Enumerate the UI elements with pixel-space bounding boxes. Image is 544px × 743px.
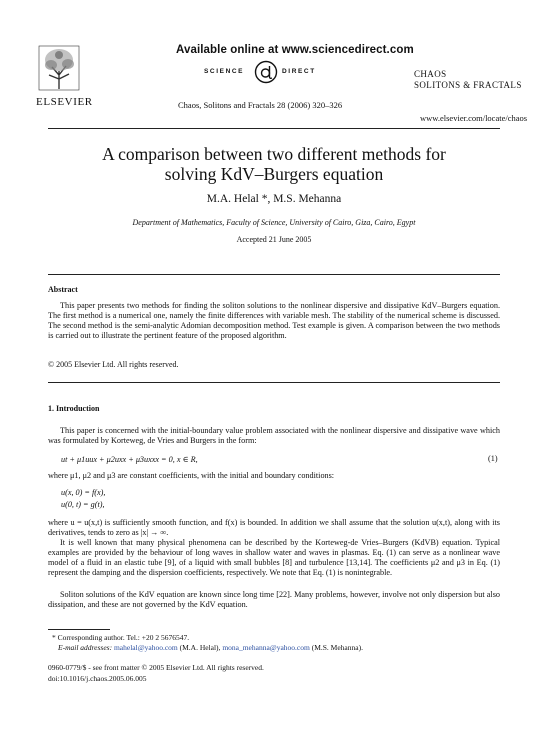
abstract-top-rule	[48, 274, 500, 275]
journal-reference: Chaos, Solitons and Fractals 28 (2006) 320–326	[178, 100, 343, 110]
footnote-rule	[48, 629, 110, 630]
intro-paragraph-3: where u = u(x,t) is sufficiently smooth function, and f(x) is bounded. In addition we shall assume that the solution u(x,t), along with its derivatives, tends to zero as |x| → ∞.	[48, 518, 500, 537]
email-1-name: (M.A. Helal),	[179, 643, 221, 652]
header-rule	[48, 128, 500, 129]
accepted-date: Accepted 21 June 2005	[236, 235, 312, 244]
affiliation: Department of Mathematics, Faculty of Science, University of Cairo, Giza, Cairo, Egypt	[132, 218, 416, 227]
email-link-1[interactable]: mahelal@yahoo.com	[113, 643, 178, 652]
title-line2: solving KdV–Burgers equation	[164, 164, 384, 184]
paper-title	[48, 144, 500, 184]
journal-logo-line2: SOLITONS & FRACTALS	[414, 80, 522, 90]
email-2-name: (M.S. Mehanna).	[311, 643, 363, 652]
publisher-name: ELSEVIER	[36, 96, 93, 108]
abstract-copyright: © 2005 Elsevier Ltd. All rights reserved.	[48, 360, 179, 369]
email-link-2[interactable]: mona_mehanna@yahoo.com	[222, 643, 310, 652]
email-label: E-mail addresses:	[58, 643, 113, 652]
authors: M.A. Helal *, M.S. Mehanna	[206, 193, 342, 205]
equation-1-number: (1)	[488, 454, 498, 463]
intro-paragraph-2: where μ1, μ2 and μ3 are constant coefficients, with the initial and boundary conditions:	[48, 471, 335, 480]
initial-condition: u(x, 0) = f(x),	[61, 488, 106, 497]
available-online-text: Available online at www.sciencedirect.com	[176, 44, 414, 56]
equation-1: ut + μ1uux + μ2uxx + μ3uxxx = 0, x ∈ R,	[61, 455, 198, 464]
journal-website[interactable]: www.elsevier.com/locate/chaos	[420, 113, 528, 123]
doi-line[interactable]: doi:10.1016/j.chaos.2005.06.005	[48, 674, 147, 683]
abstract-heading: Abstract	[48, 285, 78, 294]
boundary-condition: u(0, t) = g(t),	[61, 500, 105, 509]
issn-line: 0960-0779/$ - see front matter © 2005 Elsevier Ltd. All rights reserved.	[48, 663, 264, 672]
intro-paragraph-4: It is well known that many physical phenomena can be described by the Korteweg-de Vries–Burgers (KdVB) equation. Typical examples are provided by the behaviour of long waves in shallow water and waves in plasmas. Eq. (1) can serve as a nonlinear wave model of a fluid in an elastic tube [9], of a liquid with small bubbles [8] and turbulence [13,14]. The coefficients μ2 and μ3 in Eq. (1) represent the damping and the dispersion coefficients, respectively. We note that Eq. (1) is nonintegrable.	[48, 538, 500, 577]
abstract-bottom-rule	[48, 382, 500, 383]
intro-paragraph-1: This paper is concerned with the initial-boundary value problem associated with the nonlinear dispersive and dissipative wave which was formulated by Korteweg, de Vries and Burgers in the form:	[48, 426, 500, 445]
section-heading: 1. Introduction	[48, 404, 100, 413]
email-note	[58, 643, 363, 652]
journal-logo-line1: CHAOS	[414, 69, 447, 79]
sciencedirect-left: SCIENCE	[204, 68, 245, 75]
elsevier-tree-logo	[38, 45, 80, 91]
sciencedirect-right: DIRECT	[282, 68, 316, 75]
sciencedirect-at-icon	[254, 60, 278, 84]
journal-logo	[414, 69, 522, 91]
corresponding-author-note: * Corresponding author. Tel.: +20 2 5676547.	[52, 633, 190, 642]
title-line1: A comparison between two different methods for	[102, 144, 446, 164]
intro-paragraph-5: Soliton solutions of the KdV equation are known since long time [22]. Many problems, however, involve not only dispersion but also dissipation, and these are not governed by the KdV equation.	[48, 590, 500, 609]
abstract-text: This paper presents two methods for finding the soliton solutions to the nonlinear dispersive and dissipative KdV–Burgers equation. The first method is a numerical one, namely the finite differences with variable mesh. The stability of the numerical scheme is discussed. The second method is the semi-analytic Adomian decomposition method. Test example is given. A comparison between the two methods is carried out to illustrate the pertinent feature of the proposed algorithm.	[48, 301, 500, 340]
